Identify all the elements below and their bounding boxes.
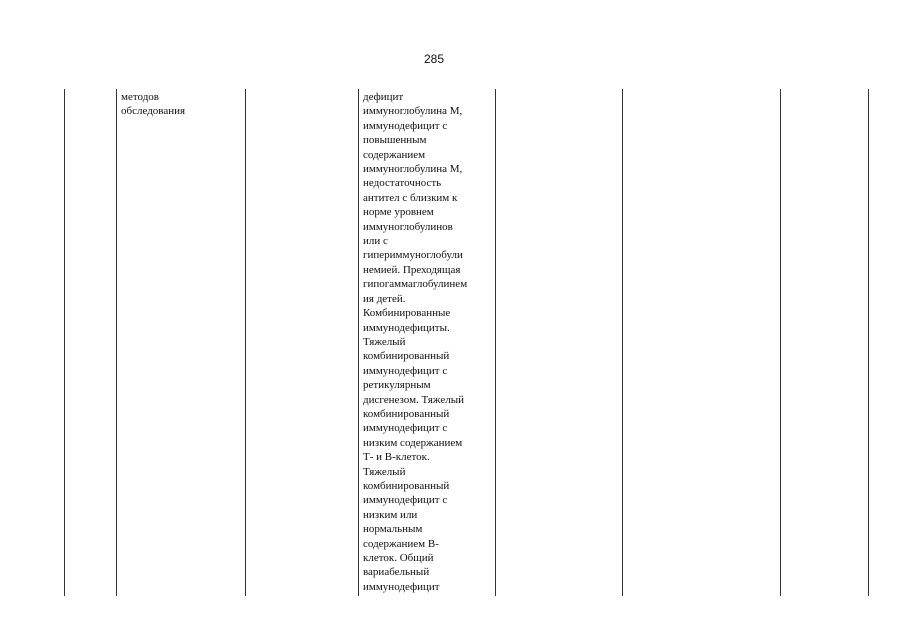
cell-line: иммунодефицит с (363, 422, 448, 435)
table-column-divider-4 (495, 89, 496, 596)
cell-line: иммунодефицит с (363, 494, 448, 507)
cell-line: клеток. Общий (363, 552, 434, 564)
cell-line: иммунодефициты. (363, 321, 450, 334)
cell-line: повышенным (363, 134, 427, 147)
table-column-divider-3 (358, 89, 359, 596)
cell-line: Т- и В-клеток. (363, 451, 430, 464)
table-border-right (868, 89, 869, 596)
cell-line: Тяжелый (363, 335, 406, 348)
table-column-divider-5 (622, 89, 623, 596)
table-column-divider-6 (780, 89, 781, 596)
cell-line: или с (363, 235, 388, 248)
cell-line: иммунодефицит с (363, 119, 448, 132)
cell-line: антител с близким к (363, 191, 458, 204)
cell-line: комбинированный (363, 350, 450, 363)
cell-line: дисгенезом. Тяжелый (363, 393, 465, 406)
cell-line: вариабельный (363, 566, 430, 579)
cell-line: обследования (121, 105, 186, 118)
table-cell-diagnoses (363, 90, 493, 594)
cell-line: Тяжелый (363, 465, 406, 478)
cell-line: комбинированный (363, 479, 450, 492)
cell-line: недостаточность (363, 177, 442, 190)
cell-line: немией. Преходящая (363, 263, 461, 276)
table-column-divider-1 (116, 89, 117, 596)
cell-line: методов (121, 91, 159, 103)
cell-line: содержанием (363, 148, 426, 161)
cell-line: содержанием В- (363, 537, 439, 550)
table-border-left (64, 89, 65, 596)
cell-line: комбинированный (363, 407, 450, 420)
table-column-divider-2 (245, 89, 246, 596)
table-cell-methods (121, 90, 243, 119)
cell-line: низким содержанием (363, 436, 463, 449)
cell-line: низким или (363, 508, 418, 521)
cell-line: норме уровнем (363, 206, 434, 219)
cell-line: иммуноглобулина М, (363, 105, 463, 118)
cell-line: иммуноглобулинов (363, 220, 453, 233)
cell-line: ретикулярным (363, 379, 431, 392)
cell-line: иммунодефицит с (363, 364, 448, 377)
cell-line: дефицит (363, 91, 404, 103)
page-number: 285 (423, 52, 445, 66)
cell-line: гипериммуноглобули (363, 249, 463, 262)
cell-line: Комбинированные (363, 307, 451, 320)
cell-line: ия детей. (363, 292, 406, 305)
cell-line: нормальным (363, 523, 423, 536)
cell-line: иммунодефицит (363, 580, 440, 593)
cell-line: иммуноглобулина М, (363, 163, 463, 176)
cell-line: гипогаммаглобулинем (363, 278, 468, 291)
